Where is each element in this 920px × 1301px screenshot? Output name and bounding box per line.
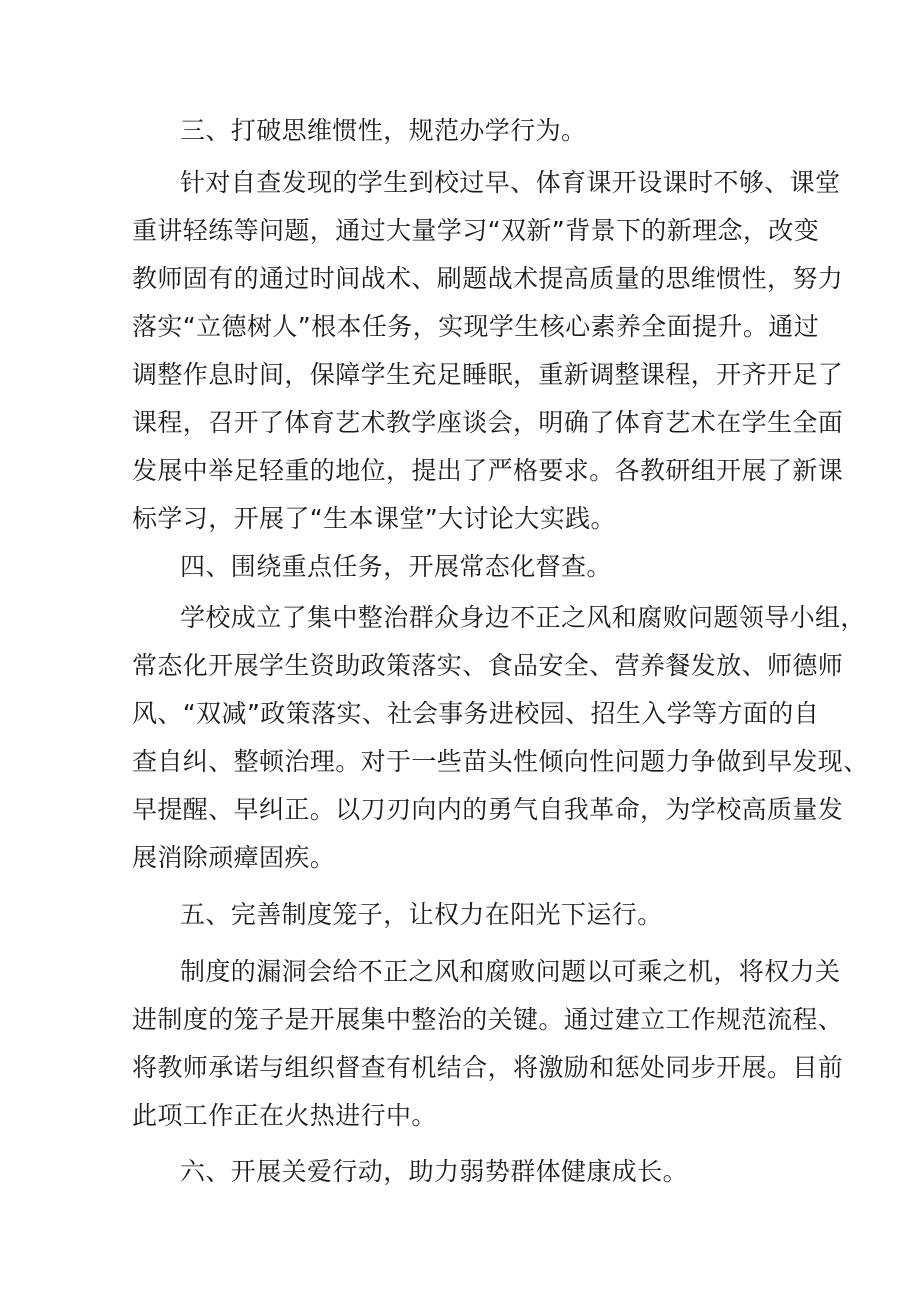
paragraph-5-line-4: 此项工作正在火热进行中。 — [132, 1101, 437, 1130]
section-heading-6: 六、开展关爱行动，助力弱势群体健康成长。 — [180, 1157, 689, 1186]
paragraph-3-line-3: 教师固有的通过时间战术、刷题战术提高质量的思维惯性，努力 — [132, 264, 844, 293]
paragraph-3-line-5: 调整作息时间，保障学生充足睡眠，重新调整课程，开齐开足了 — [132, 360, 844, 389]
paragraph-5-line-2: 进制度的笼子是开展集中整治的关键。通过建立工作规范流程、 — [132, 1005, 844, 1034]
paragraph-3-line-1: 针对自查发现的学生到校过早、体育课开设课时不够、课堂 — [180, 168, 841, 197]
paragraph-3-line-2: 重讲轻练等问题，通过大量学习“双新”背景下的新理念，改变 — [132, 216, 820, 245]
paragraph-3-line-8: 标学习，开展了“生本课堂”大讨论大实践。 — [132, 504, 616, 533]
paragraph-3-line-7: 发展中举足轻重的地位，提出了严格要求。各教研组开展了新课 — [132, 456, 844, 485]
paragraph-4-line-6: 展消除顽瘴固疾。 — [132, 843, 336, 872]
section-heading-5: 五、完善制度笼子，让权力在阳光下运行。 — [180, 900, 663, 929]
section-heading-3: 三、打破思维惯性，规范办学行为。 — [180, 116, 587, 145]
paragraph-4-line-1: 学校成立了集中整治群众身边不正之风和腐败问题领导小组， — [180, 603, 866, 632]
section-heading-4: 四、围绕重点任务，开展常态化督查。 — [180, 552, 612, 581]
paragraph-4-line-3: 风、“双减”政策落实、社会事务进校园、招生入学等方面的自 — [132, 699, 820, 728]
paragraph-5-line-3: 将教师承诺与组织督查有机结合，将激励和惩处同步开展。目前 — [132, 1053, 844, 1082]
paragraph-3-line-6: 课程，召开了体育艺术教学座谈会，明确了体育艺术在学生全面 — [132, 408, 844, 437]
paragraph-4-line-2: 常态化开展学生资助政策落实、食品安全、营养餐发放、师德师 — [132, 651, 844, 680]
paragraph-4-line-5: 早提醒、早纠正。以刀刃向内的勇气自我革命，为学校高质量发 — [132, 795, 844, 824]
paragraph-4-line-4: 查自纠、整顿治理。对于一些苗头性倾向性问题力争做到早发现、 — [132, 747, 869, 776]
paragraph-5-line-1: 制度的漏洞会给不正之风和腐败问题以可乘之机，将权力关 — [180, 957, 841, 986]
paragraph-3-line-4: 落实“立德树人”根本任务，实现学生核心素养全面提升。通过 — [132, 312, 820, 341]
